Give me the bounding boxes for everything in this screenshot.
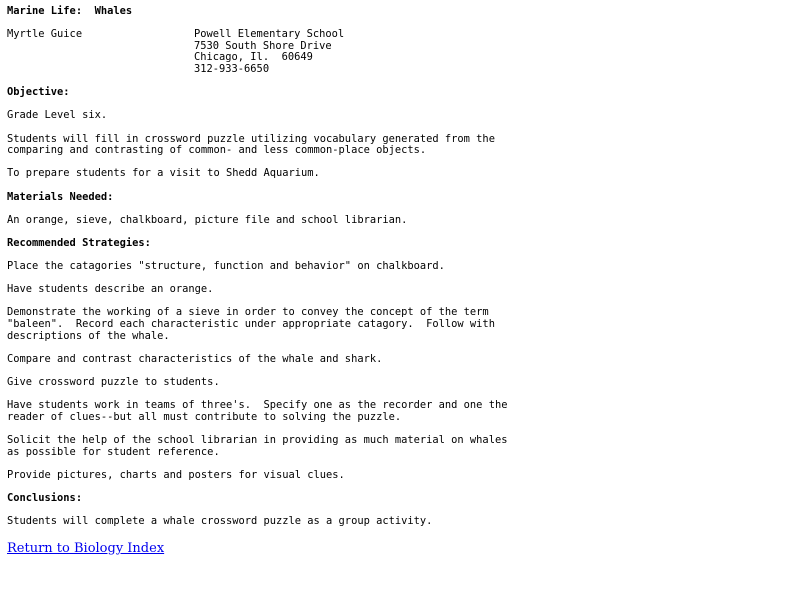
- return-to-biology-index-link[interactable]: Return to Biology Index: [7, 541, 165, 557]
- objective-paragraph: Grade Level six.: [7, 109, 108, 122]
- author-block: [7, 29, 787, 75]
- strategy-paragraph: Place the catagories "structure, function and behavior" on chalkboard.: [7, 260, 445, 273]
- address-line-street: 7530 South Shore Drive: [194, 39, 332, 52]
- objective-heading: Objective:: [7, 86, 70, 99]
- strategy-paragraph: Give crossword puzzle to students.: [7, 376, 220, 389]
- strategies-heading: Recommended Strategies:: [7, 236, 151, 249]
- spacer: [7, 180, 787, 192]
- conclusions-heading: Conclusions:: [7, 491, 83, 504]
- spacer: [7, 528, 787, 540]
- objective-paragraph: To prepare students for a visit to Shedd Aquarium.: [7, 167, 320, 180]
- strategy-paragraph: Demonstrate the working of a sieve in order to convey the concept of the term "baleen". Record each characteristic under appropriate catagory. Follow with descriptions of the whale.: [7, 306, 495, 342]
- spacer: [7, 203, 787, 215]
- strategy-paragraph: Solicit the help of the school librarian in providing as much material on whales as possible for student reference.: [7, 433, 508, 458]
- materials-paragraph: An orange, sieve, chalkboard, picture file and school librarian.: [7, 213, 408, 226]
- strategy-paragraph: Compare and contrast characteristics of the whale and shark.: [7, 352, 383, 365]
- strategy-paragraph: Have students work in teams of three's. Specify one as the recorder and one the reader of clues--but all must contribute to solving the puzzle.: [7, 399, 508, 423]
- spacer: [7, 18, 787, 30]
- strategy-paragraph: Have students describe an orange.: [7, 283, 214, 296]
- spacer: [7, 122, 787, 134]
- document-page: [7, 6, 787, 557]
- author-name: Myrtle Guice: [7, 28, 83, 41]
- objective-paragraph: Students will fill in crossword puzzle utilizing vocabulary generated from the comparing and contrasting of common- and less common-place objects.: [7, 132, 495, 157]
- spacer: [7, 99, 787, 111]
- address-line-school: Powell Elementary School: [194, 28, 345, 41]
- materials-heading: Materials Needed:: [7, 190, 114, 203]
- spacer: [7, 76, 787, 88]
- page-title: Marine Life: Whales: [7, 5, 133, 17]
- strategy-paragraph: Provide pictures, charts and posters for visual clues.: [7, 468, 345, 481]
- school-address: [194, 29, 344, 75]
- address-line-phone: 312-933-6650: [194, 62, 270, 75]
- spacer: [7, 481, 787, 493]
- address-line-city: Chicago, Il. 60649: [194, 51, 313, 64]
- conclusions-paragraph: Students will complete a whale crossword puzzle as a group activity.: [7, 515, 433, 528]
